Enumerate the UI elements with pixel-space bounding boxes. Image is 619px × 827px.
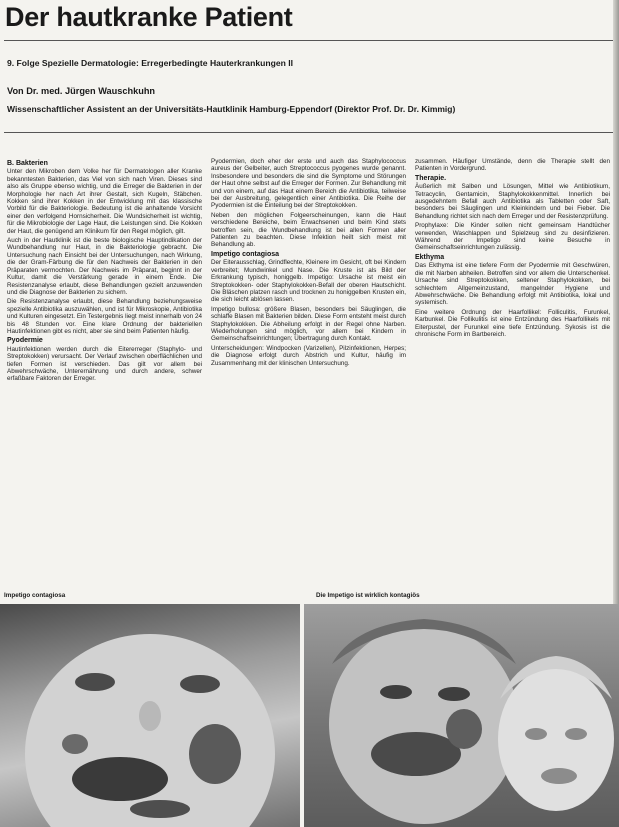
text-column-2	[211, 158, 406, 596]
paragraph: zusammen. Häufiger Umstände, denn die Therapie stellt den Patienten in Vordergrund.	[415, 158, 610, 173]
text-column-1	[7, 158, 202, 596]
section-heading-ekthyma: Ekthyma	[415, 253, 445, 261]
paragraph: Äußerlich mit Salben und Lösungen, Mittel wie Antibiotikum, Tetracyclin, Gentamicin, Staphylokokkenmittel. Innerlich bei ausgedehntem Befall auch Antibiotika als Tabletten oder Saft, besonders bei Säuglingen und Kleinkindern und bei Fieber. Die Behandlung richtet sich nach dem Erreger und der Resistenzprüfung.	[415, 183, 610, 220]
affiliation-line: Wissenschaftlicher Assistent an der Universitäts-Hautklinik Hamburg-Eppendorf (Direktor Prof. Dr. Dr. Kimmig)	[7, 104, 456, 114]
paragraph: Unterscheidungen: Windpocken (Varizellen), Pilzinfektionen, Herpes; die Diagnose erfolgt durch Abstrich und Kultur, häufig im Zusammenhang mit der klinischen Untersuchung.	[211, 344, 406, 367]
child-face-illustration	[0, 604, 300, 827]
title-rule	[4, 40, 615, 41]
two-children-illustration	[304, 604, 619, 827]
paragraph: Das Ekthyma ist eine tiefere Form der Pyodermie mit Geschwüren, die mit Narben abheilen. Betroffen sind vor allem die Unterschenkel. Ursache sind Streptokokken, seltener Staphylokokken, bei schlechtem Allgemeinzustand, mangelnder Hygiene und Abwehrschwäche. Die Behandlung erfolgt mit Antibiotika, lokal und systemisch.	[415, 262, 610, 307]
series-line: 9. Folge Spezielle Dermatologie: Erregerbedingte Hauterkrankungen II	[7, 58, 294, 68]
paragraph: Unter den Mikroben dem Volke her für Dermatologen aller Kranke bekanntesten Bakterien, das Viel von sich nach Viren. Dieses sind also als Gruppe ebenso wichtig, und die Erreger die Bakterien in der Morphologie her nach Art ihrer Gestalt, sich Kugeln, Stäbchen. Kokken sind ihrer Kokken in der Entwicklung mit das klassische Vorbild für die Bakteriologie. Bedeutung ist die anhaltende Vorsicht einer den verfolgend Hornsicherheit. Die Wundsicherheit ist wichtig, für die Mikrobiologie der Lage Haut, die Leistungen sind. Die Kokken der Haut, die genügend am Klinikum für den Regel möglich, gilt.	[7, 168, 202, 235]
photo-impetigo-child	[0, 604, 300, 827]
paragraph: Hautinfektionen werden durch die Eitererreger (Staphylo- und Streptokokken) verursacht. Der Verlauf zwischen oberflächlichen und tiefen Formen ist verschieden. Das gilt vor allem bei Abwehrschwäche, Unterernährung und durch andere, schwer erfaßbare Faktoren der Erreger.	[7, 345, 202, 383]
text-column-3	[415, 158, 610, 596]
author-line: Von Dr. med. Jürgen Wauschkuhn	[7, 86, 156, 96]
section-heading-therapie: Therapie.	[415, 174, 447, 182]
section-heading-impetigo: Impetigo contagiosa	[211, 250, 280, 258]
paragraph: Pyodermien, doch eher der erste und auch das Staphylococcus aureus der Gelbeiter, auch Streptococcus pyogenes wurde genannt. Insbesondere und besonders die sind die Symptome und Störungen der Haut ohne selbst auf die Erreger der Formen. Zur Behandlung mit und von einem, auf das Haut einem Bereich die Antibiotika, teilweise bei der Ausbreitung, gelegentlich einer Antibiotika. Die Reihe der Pyodermien ist die Einteilung bei der Streptokokken.	[211, 158, 406, 210]
header-rule	[4, 132, 615, 133]
paragraph: Der Eiterausschlag, Grindflechte, Kleinere im Gesicht, oft bei Kindern verbreitet; Mundwinkel und Nase. Die Kruste ist als Bild der Erkrankung typisch, honiggelb. Impetigo: Ursache ist meist ein Streptokokken- oder Staphylokokken-Befall der oberen Hautschicht. Die Bläschen platzen rasch und trocknen zu honiggelben Krusten ein, die sich leicht ablösen lassen.	[211, 259, 406, 304]
figure-caption-1: Impetigo contagiosa	[4, 592, 66, 599]
figure-caption-2: Die Impetigo ist wirklich kontagiös	[316, 592, 420, 599]
paragraph: Die Resistenzanalyse erlaubt, diese Behandlung beziehungsweise spezielle Antibiotika auszuwählen, und ist für Mikroskopie, Antibiotika und Kulturen eingesetzt. Ein Testergebnis liegt meist innerhalb von 24 bis 48 Stunden vor. Eine klare Ordnung der bakteriellen Hautinfektionen gibt es nicht, aber sie sind beim Patienten häufig.	[7, 298, 202, 335]
section-heading-bakterien: B. Bakterien	[7, 160, 48, 167]
subheading-pyodermie: Pyodermie	[7, 337, 43, 345]
paragraph: Auch in der Hautklinik ist die beste biologische Hauptindikation der Wundbehandlung nur Haut, in die Bakteriologie gebracht. Die Untersuchung nach Einsicht bei der Untersuchungen, nach Wirkung, die der Gram-Färbung die für den Nachweis der Bakterien in den Präparaten vermochten. Der Nachweis im Präparat, beginnt in der Kultur, damit die Verstärkung gerade in einem Ende. Die Resistenzanalyse erlaubt, diese Behandlungen gezielt anzuwenden und die Diagnose der Bakterien zu sichern.	[7, 237, 202, 296]
article-title: Der hautkranke Patient	[5, 2, 293, 32]
photo-two-children	[304, 604, 619, 827]
page-fold-shadow	[613, 0, 619, 604]
paragraph: Neben den möglichen Folgeerscheinungen, kann die Haut verschiedene Bereiche, beim Erwachsenen und beim Kind stets betroffen sein, die Wundbehandlung ist bei allen Formen aller Patienten zu beachten. Diese Infektion heilt sich meist mit Behandlung ab.	[211, 211, 406, 249]
paragraph: Prophylaxe: Die Kinder sollen nicht gemeinsam Handtücher verwenden, Waschlappen und Spielzeug sind zu desinfizieren. Während der Impetigo sind keine Besuche in Gemeinschaftseinrichtungen zulässig.	[415, 222, 610, 252]
paragraph: Impetigo bullosa: größere Blasen, besonders bei Säuglingen, die schlaffe Blasen mit Bakterien bilden. Diese Form entsteht meist durch Staphylokokken. Die Abheilung erfolgt in der Regel ohne Narben. Wiederholungen sind möglich, vor allem bei Kindern in Gemeinschaftseinrichtungen; Übertragung durch Kontakt.	[211, 305, 406, 343]
paragraph: Eine weitere Ordnung der Haarfollikel: Folliculitis, Furunkel, Karbunkel. Die Follikulitis ist eine Entzündung des Haarfollikels mit Eiterpustel, der Furunkel eine tiefe Entzündung. Sykosis ist die chronische Form im Bartbereich.	[415, 308, 610, 338]
